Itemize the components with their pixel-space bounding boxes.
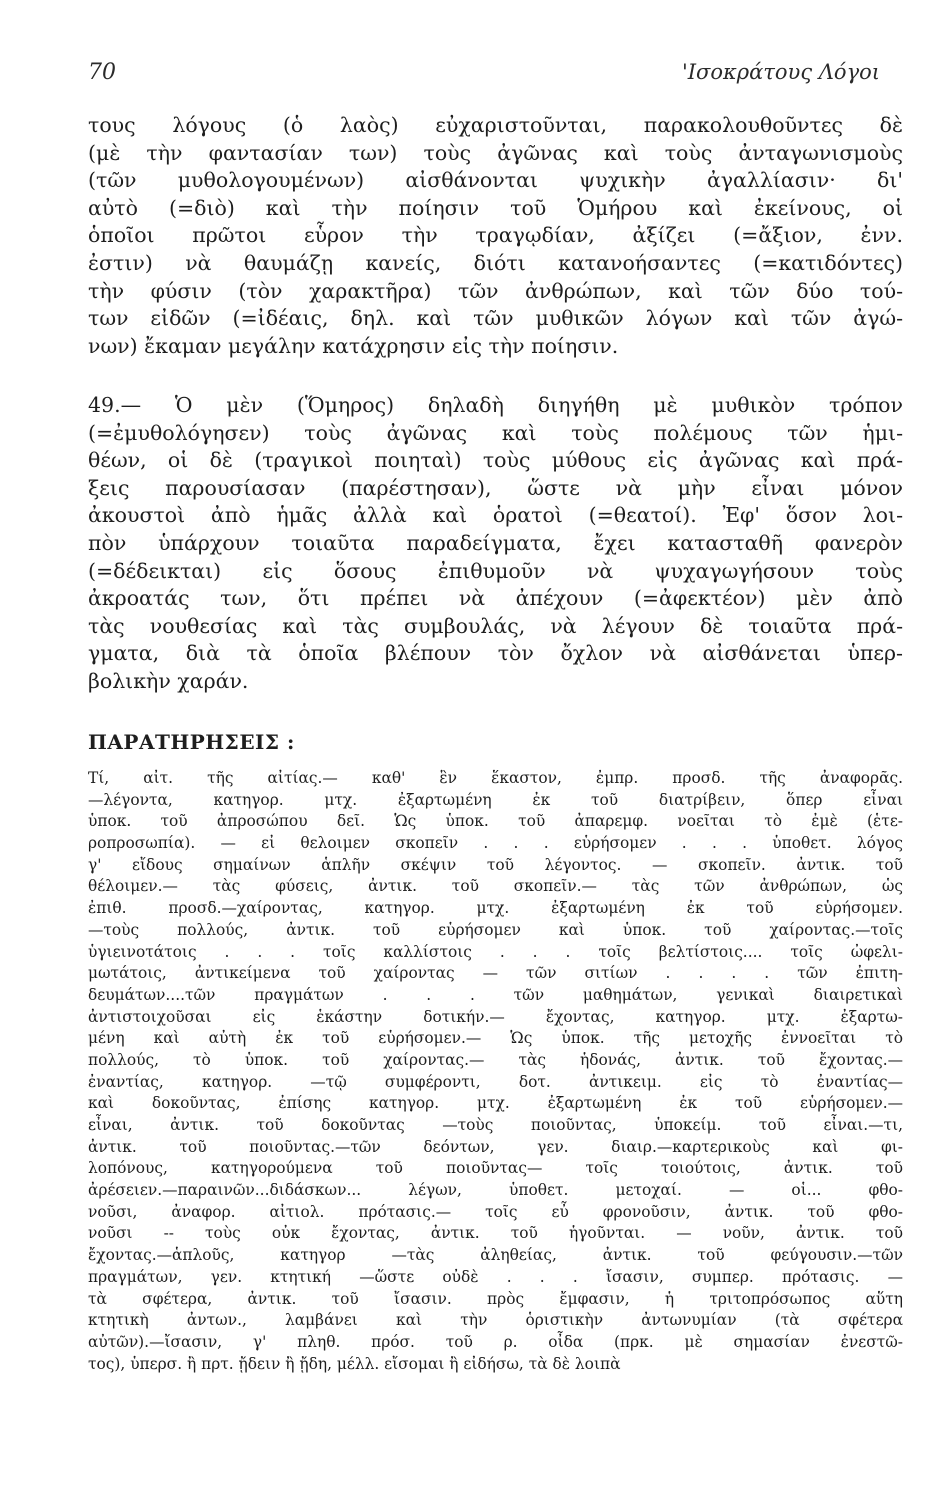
text-line: πραγμάτων, γεν. κτητική —ὥστε οὐδὲ . . . ἴσασιν, συμπερ. πρότασις. — — [88, 1267, 903, 1286]
text-line: κτητικὴ ἀντων., λαμβάνει καὶ τὴν ὁριστικὴν ἀντωνυμίαν (τὰ σφέτερα — [88, 1311, 903, 1330]
text-line: πολλούς, τὸ ὑποκ. τοῦ χαίροντας.— τὰς ἡδονάς, ἀντικ. τοῦ ἔχοντας.— — [88, 1050, 903, 1069]
text-line: ἀντικ. τοῦ ποιοῦντας.—τῶν δεόντων, γεν. διαιρ.—καρτερικοὺς καὶ φι- — [88, 1137, 903, 1156]
text-line: εἶναι, ἀντικ. τοῦ δοκοῦντας —τοὺς ποιοῦντας, ὑποκείμ. τοῦ εἶναι.—τι, — [88, 1116, 903, 1134]
text-line: τος), ὑπερσ. ἢ πρτ. ᾔδειν ἢ ᾔδη, μέλλ. εἴσομαι ἢ εἰδήσω, τὰ δὲ λοιπὰ — [88, 1354, 621, 1373]
text-line: θέλοιμεν.— τὰς φύσεις, ἀντικ. τοῦ σκοπεῖν.— τὰς τῶν ἀνθρώπων, ὡς — [88, 877, 903, 896]
text-line: (=δέδεικται) εἰς ὅσους ἐπιθυμοῦν νὰ ψυχαγωγήσουν τοὺς — [88, 558, 903, 583]
text-line: θέων, οἱ δὲ (τραγικοὶ ποιηταὶ) τοὺς μύθους εἰς ἀγῶνας καὶ πρά- — [88, 448, 903, 473]
text-line: ροπροσωπία). — εἰ θελοιμεν σκοπεῖν . . . εὑρήσομεν . . . ὑποθετ. λόγος — [88, 834, 903, 853]
text-line: πὸν ὑπάρχουν τοιαῦτα παραδείγματα, ἔχει κατασταθῆ φανερὸν — [88, 530, 903, 555]
text-line: βολικὴν χαράν. — [88, 668, 249, 693]
text-line: ἀκροατάς των, ὅτι πρέπει νὰ ἀπέχουν (=ἀφεκτέον) μὲν ἀπὸ — [88, 586, 903, 611]
text-line: τὰ σφέτερα, ἀντικ. τοῦ ἴσασιν. πρὸς ἔμφασιν, ἡ τριτοπρόσωπος αὕτη — [88, 1289, 903, 1308]
text-line: —λέγοντα, κατηγορ. μτχ. ἐξαρτωμένη ἐκ τοῦ διατρίβειν, ὅπερ εἶναι — [88, 790, 903, 809]
text-line: (μὲ τὴν φαντασίαν των) τοὺς ἀγῶνας καὶ τοὺς ἀνταγωνισμοὺς — [88, 140, 903, 165]
page-number: 70 — [88, 60, 116, 85]
text-line: τὰς νουθεσίας καὶ τὰς συμβουλάς, νὰ λέγουν δὲ τοιαῦτα πρά- — [88, 613, 903, 638]
text-line: (=ἐμυθολόγησεν) τοὺς ἀγῶνας καὶ τοὺς πολέμους τῶν ἡμι- — [88, 420, 903, 445]
grammar-notes — [88, 768, 903, 1375]
text-line: ὑγιεινοτάτοις . . . τοῖς καλλίστοις . . . τοῖς βελτίστοις.... τοῖς ὠφελι- — [88, 942, 903, 961]
text-line: ὁποῖοι πρῶτοι εὗρον τὴν τραγῳδίαν, ἀξίζει (=ἄξιον, ἐνν. — [88, 223, 903, 248]
text-line: ἀντιστοιχοῦσαι εἰς ἑκάστην δοτικήν.— ἔχοντας, κατηγορ. μτχ. ἐξαρτω- — [88, 1007, 903, 1026]
text-line: μένη καὶ αὐτὴ ἐκ τοῦ εὑρήσομεν.— Ὡς ὑποκ. τῆς μετοχῆς ἐννοεῖται τὸ — [88, 1029, 903, 1048]
running-head: 'Ισοκράτους Λόγοι — [681, 60, 880, 84]
text-line: νων) ἔκαμαν μεγάλην κατάχρησιν εἰς τὴν ποίησιν. — [88, 333, 619, 358]
text-line: ξεις παρουσίασαν (παρέστησαν), ὥστε νὰ μὴν εἶναι μόνον — [88, 475, 903, 500]
paragraph-49 — [88, 392, 903, 696]
text-line: των εἰδῶν (=ἰδέαις, δηλ. καὶ τῶν μυθικῶν λόγων καὶ τῶν ἀγώ- — [88, 306, 903, 331]
text-line: ἀκουστοὶ ἀπὸ ἡμᾶς ἀλλὰ καὶ ὁρατοὶ (=θεατοί). Ἐφ' ὅσον λοι- — [88, 503, 903, 528]
text-line: (τῶν μυθολογουμένων) αἰσθάνονται ψυχικὴν ἀγαλλίασιν· δι' — [88, 168, 903, 193]
text-line: γ' εἴδους σημαίνων ἁπλῆν σκέψιν τοῦ λέγοντος. — σκοπεῖν. ἀντικ. τοῦ — [88, 855, 903, 874]
text-line: δευμάτων....τῶν πραγμάτων . . . τῶν μαθημάτων, γενικαὶ διαιρετικαὶ — [88, 985, 903, 1004]
text-line: τους λόγους (ὁ λαὸς) εὐχαριστοῦνται, παρακολουθοῦντες δὲ — [88, 113, 903, 137]
text-line: αὐτῶν).—ἴσασιν, γ' πληθ. πρόσ. τοῦ ρ. οἶδα (πρκ. μὲ σημασίαν ἐνεστῶ- — [88, 1332, 903, 1351]
text-line: γματα, διὰ τὰ ὁποῖα βλέπουν τὸν ὄχλον νὰ αἰσθάνεται ὑπερ- — [88, 641, 903, 666]
section-heading-remarks: ΠΑΡΑΤΗΡΗΣΕΙΣ : — [88, 730, 295, 754]
paragraph-1 — [88, 112, 903, 360]
text-line: ἐναντίας, κατηγορ. —τῷ συμφέροντι, δοτ. ἀντικειμ. εἰς τὸ ἐναντίας— — [88, 1072, 903, 1091]
text-line: ἀρέσειεν.—παραινῶν...διδάσκων... λέγων, ὑποθετ. μετοχαί. — οἱ... φθο- — [88, 1181, 903, 1200]
text-line: νοῦσι, ἀναφορ. αἰτιολ. πρότασις.— τοῖς εὖ φρονοῦσιν, ἀντικ. τοῦ φθο- — [88, 1202, 903, 1221]
text-line: αὐτὸ (=διὸ) καὶ τὴν ποίησιν τοῦ Ὁμήρου καὶ ἐκείνους, οἱ — [88, 195, 903, 220]
text-line: καὶ δοκοῦντας, ἐπίσης κατηγορ. μτχ. ἐξαρτωμένη ἐκ τοῦ εὑρήσομεν.— — [88, 1094, 903, 1113]
text-line: Τί, αἰτ. τῆς αἰτίας.— καθ' ἓν ἕκαστον, ἐμπρ. προσδ. τῆς ἀναφορᾶς. — [88, 769, 903, 787]
text-line: ἐπιθ. προσδ.—χαίροντας, κατηγορ. μτχ. ἐξαρτωμένη ἐκ τοῦ εὑρήσομεν. — [88, 899, 903, 918]
text-line: ὑποκ. τοῦ ἀπροσώπου δεῖ. Ὡς ὑποκ. τοῦ ἀπαρεμφ. νοεῖται τὸ ἐμὲ (ἑτε- — [88, 812, 903, 831]
text-line: 49.— Ὁ μὲν (Ὅμηρος) δηλαδὴ διηγήθη μὲ μυθικὸν τρόπον — [88, 393, 903, 417]
text-line: τὴν φύσιν (τὸν χαρακτῆρα) τῶν ἀνθρώπων, καὶ τῶν δύο τού- — [88, 278, 903, 303]
text-line: ἐστιν) νὰ θαυμάζῃ κανείς, διότι κατανοήσαντες (=κατιδόντες) — [88, 250, 903, 275]
text-line: νοῦσι -- τοὺς οὐκ ἔχοντας, ἀντικ. τοῦ ἡγοῦνται. — νοῦν, ἀντικ. τοῦ — [88, 1224, 903, 1243]
text-line: λοπόνους, κατηγορούμενα τοῦ ποιοῦντας— τοῖς τοιούτοις, ἀντικ. τοῦ — [88, 1159, 903, 1178]
text-line: —τοὺς πολλούς, ἀντικ. τοῦ εὑρήσομεν καὶ ὑποκ. τοῦ χαίροντας.—τοῖς — [88, 920, 903, 939]
text-line: ἔχοντας.—ἁπλοῦς, κατηγορ —τὰς ἀληθείας, ἀντικ. τοῦ φεύγουσιν.—τῶν — [88, 1246, 903, 1265]
text-line: μωτάτοις, ἀντικείμενα τοῦ χαίροντας — τῶν σιτίων . . . . τῶν ἐπιτη- — [88, 964, 903, 983]
